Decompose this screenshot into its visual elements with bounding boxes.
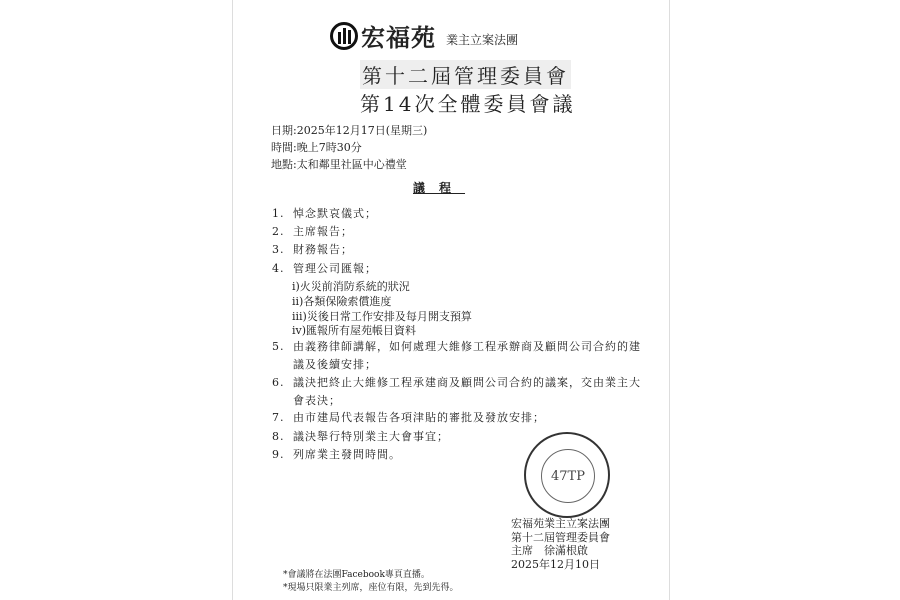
official-seal (524, 432, 610, 518)
agenda-item-continued: 會表決； (293, 394, 341, 407)
letterhead (330, 18, 518, 53)
agenda-item: 6. 議決把終止大維修工程承建商及顧問公司合約的議案，交由業主大 (272, 376, 641, 389)
meeting-time: 時間:晚上7時30分 (271, 141, 362, 154)
agenda-subitem: iii)災後日常工作安排及每月開支預算 (292, 310, 472, 323)
agenda-item: 3. 財務報告； (272, 243, 353, 256)
agenda-subitem: ii)各類保險索償進度 (292, 295, 392, 308)
agenda-heading: 議程 (413, 181, 466, 195)
meeting-venue: 地點:太和鄰里社區中心禮堂 (271, 158, 407, 171)
agenda-item-continued: 議及後續安排； (293, 358, 377, 371)
agenda-item: 8. 議決舉行特別業主大會事宜； (272, 430, 449, 443)
agenda-subitem: iv)匯報所有屋苑帳目資料 (292, 324, 417, 337)
signature-block: 宏福苑業主立案法團 第十二屆管理委員會 主席 徐滿根啟 2025年12月10日 (511, 517, 610, 571)
brand-subtitle: 業主立案法團 (446, 33, 519, 47)
brand-name: 宏福苑 (361, 23, 436, 52)
title-line-2: 第14次全體委員會議 (360, 92, 576, 116)
agenda-item: 2. 主席報告； (272, 225, 353, 238)
agenda-item: 7. 由市建局代表報告各項津貼的審批及發放安排； (272, 411, 545, 424)
agenda-item: 1. 悼念默哀儀式； (272, 207, 377, 220)
agenda-item: 9. 列席業主發問時間。 (272, 448, 401, 461)
agenda-item: 4. 管理公司匯報； (272, 262, 377, 275)
agenda-subitem: i)火災前消防系統的狀況 (292, 280, 410, 293)
footnote: *現場只限業主列席，座位有限，先到先得。 (283, 583, 459, 593)
meeting-date: 日期:2025年12月17日(星期三) (271, 124, 428, 137)
footnote: *會議將在法團Facebook專頁直播。 (283, 570, 430, 580)
agenda-item: 5. 由義務律師講解，如何處理大維修工程承辦商及顧問公司合約的建 (272, 340, 641, 353)
seal-text: 47TP (551, 468, 585, 484)
logo-icon (330, 22, 358, 50)
title-line-1: 第十二屆管理委員會 (360, 60, 571, 89)
